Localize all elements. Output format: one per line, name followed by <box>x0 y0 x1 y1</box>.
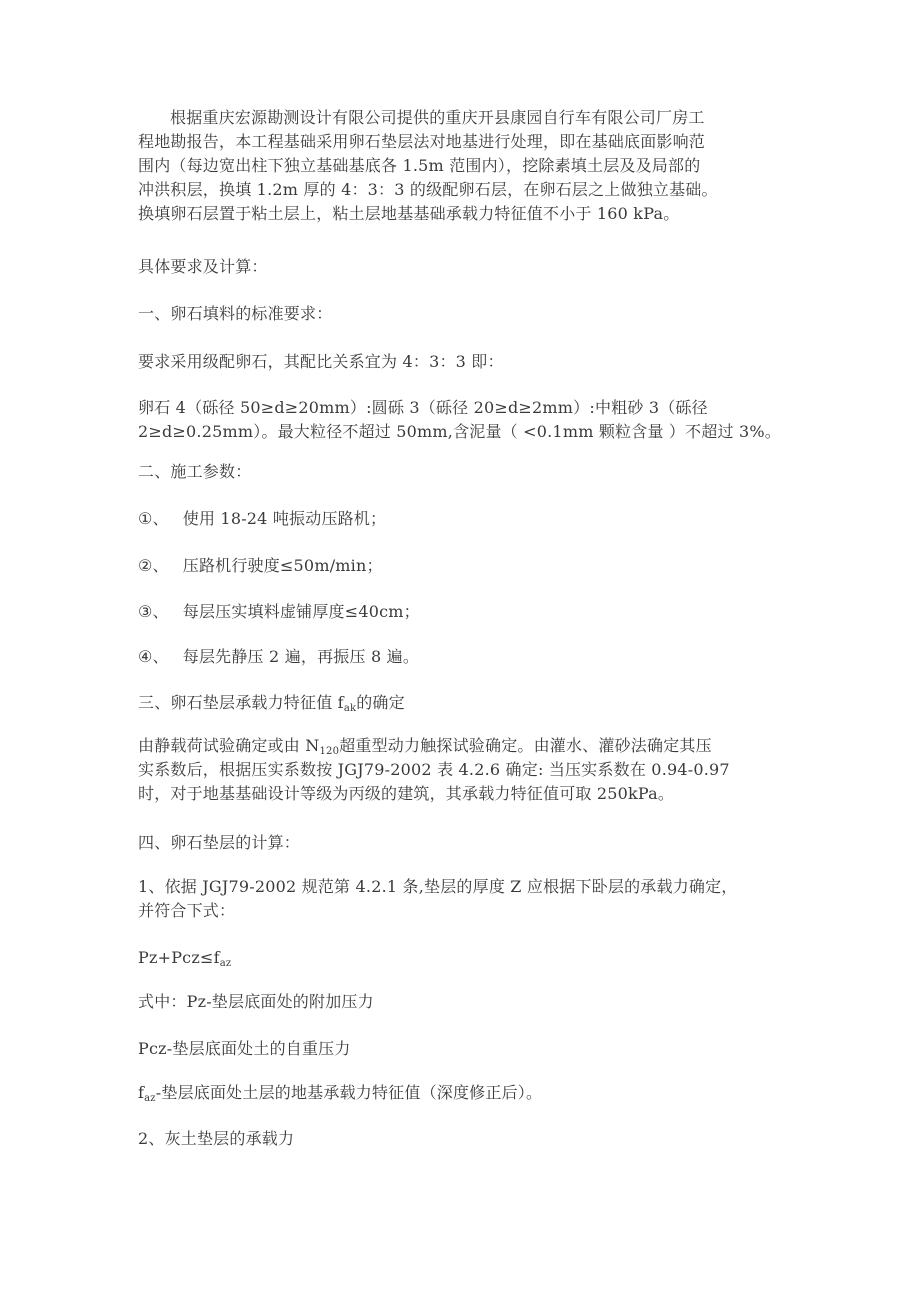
intro-line-2: 程地勘报告，本工程基础采用卵石垫层法对地基进行处理，即在基础底面影响范 <box>138 132 706 151</box>
section1-spec-line-2: 2≥d≥0.25mm）。最大粒径不超过 50mm,含泥量（ <0.1mm 颗粒含量 ）不超过 3%。 <box>138 422 782 441</box>
definition-pz: 式中：Pz-垫层底面处的附加压力 <box>138 992 374 1011</box>
body-text: 超重型动力触探试验确定。由灌水、灌砂法确定其压 <box>339 736 712 755</box>
formula <box>138 946 231 970</box>
section4-heading: 四、卵石垫层的计算： <box>138 833 301 852</box>
section1-heading: 一、卵石填料的标准要求： <box>138 304 333 323</box>
item-text: 每层先静压 2 遍，再振压 8 遍。 <box>182 647 420 666</box>
subscript: 120 <box>319 746 340 757</box>
section4-item2: 2、灰土垫层的承载力 <box>138 1129 295 1148</box>
subscript: az <box>144 1093 156 1104</box>
section3-heading <box>138 691 405 715</box>
section2-item-1 <box>138 507 386 531</box>
definition-faz <box>138 1081 542 1105</box>
body-text: 由静载荷试验确定或由 N <box>138 736 320 755</box>
item-text: 压路机行驶度≤50m/min； <box>182 556 383 575</box>
section2-item-3 <box>138 600 420 624</box>
section2-heading: 二、施工参数： <box>138 462 252 481</box>
heading-text: 三、卵石垫层承载力特征值 f <box>138 693 344 712</box>
section1-spec-line-1: 卵石 4（砾径 50≥d≥20mm）:圆砾 3（砾径 20≥d≥2mm）:中粗砂 3（砾径 <box>138 398 708 417</box>
item-text: 使用 18-24 吨振动压路机； <box>182 509 387 528</box>
section2-item-4 <box>138 645 419 669</box>
intro-line-5: 换填卵石层置于粘土层上，粘土层地基基础承载力特征值不小于 160 kPa。 <box>138 204 680 223</box>
section1-ratio-line: 要求采用级配卵石，其配比关系宜为 4：3：3 即： <box>138 352 504 371</box>
intro-line-3: 围内（每边宽出柱下独立基础基底各 1.5m 范围内），挖除素填土层及及局部的 <box>138 156 701 175</box>
formula-text: Pz+Pcz≤f <box>138 948 220 967</box>
subscript: ak <box>343 703 357 714</box>
subscript: az <box>219 958 232 969</box>
requirements-heading: 具体要求及计算： <box>138 257 268 276</box>
definition-text: f <box>138 1083 145 1102</box>
item-text: 每层压实填料虚铺厚度≤40cm； <box>182 602 420 621</box>
section4-item1-line-2: 并符合下式： <box>138 901 236 920</box>
item-marker: ③、 <box>138 602 169 621</box>
heading-text: 的确定 <box>356 693 405 712</box>
intro-line-1: 根据重庆宏源勘测设计有限公司提供的重庆开县康园自行车有限公司厂房工 <box>170 108 705 127</box>
item-marker: ①、 <box>138 509 169 528</box>
section3-body-line-2: 实系数后，根据压实系数按 JGJ79-2002 表 4.2.6 确定: 当压实系数在 0.94-0.97 <box>138 760 730 779</box>
definition-pcz: Pcz-垫层底面处土的自重压力 <box>138 1039 351 1058</box>
item-marker: ②、 <box>138 556 169 575</box>
section3-body-line-3: 时，对于地基基础设计等级为丙级的建筑，其承载力特征值可取 250kPa。 <box>138 784 675 803</box>
item-marker: ④、 <box>138 647 169 666</box>
section4-item1-line-1: 1、依据 JGJ79-2002 规范第 4.2.1 条,垫层的厚度 Z 应根据下卧层的承载力确定， <box>138 877 738 896</box>
section3-body-line-1 <box>138 734 712 758</box>
section2-item-2 <box>138 554 383 578</box>
intro-line-4: 冲洪积层，换填 1.2m 厚的 4：3：3 的级配卵石层，在卵石层之上做独立基础。 <box>138 180 718 199</box>
definition-text: -垫层底面处土层的地基承载力特征值（深度修正后）。 <box>155 1083 543 1102</box>
